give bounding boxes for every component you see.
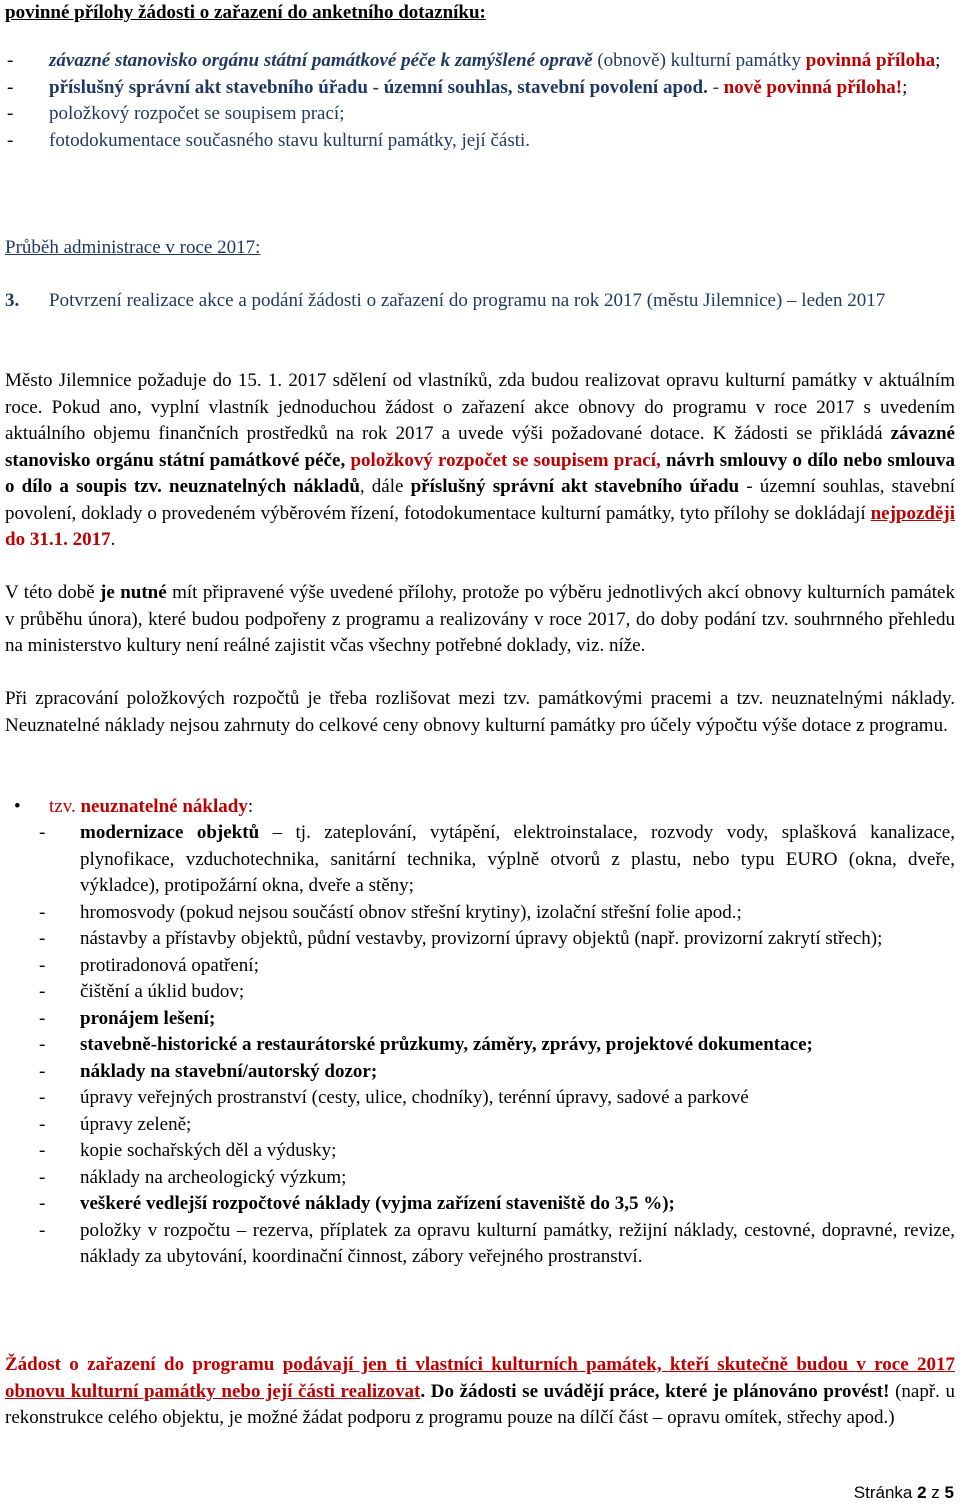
list-item: - závazné stanovisko orgánu státní památkové péče k zamýšlené opravě (obnově) kulturní památky povinná příloha; [7, 50, 941, 71]
paragraph-deadline: Město Jilemnice požaduje do 15. 1. 2017 sdělení od vlastníků, zda budou realizovat opravu kulturní památky v aktuálním roce. Pokud ano, vyplní vlastník jednoduchou žádost o zařazení akce obnovy do programu v roce 2017 s uvedením aktuálního objemu finančních prostředků na rok 2017 a uvede výši požadované dotace. K žádosti se přikládá závazné stanovisko orgánu státní památkové péče, položkový rozpočet se soupisem prací, návrh smlouvy o dílo nebo smlouva o dílo a soupis tzv. neuznatelných nákladů, dále příslušný správní akt stavebního úřadu - územní souhlas, stavební povolení, doklady o provedeném výběrovém řízení, fotodokumentace kulturní památky, tyto přílohy se dokládají nejpozději do 31.1. 2017. [5, 370, 956, 550]
paragraph-budgets: Při zpracování položkových rozpočtů je třeba rozlišovat mezi tzv. památkovými pracemi a tzv. neuznatelnými náklady. Neuznatelné náklady nejsou zahrnuty do celkové ceny obnovy kulturní památky pro účely výpočtu výše dotace z programu. [5, 688, 955, 736]
non-eligible-costs-list [5, 820, 955, 1271]
list-item: - čištění a úklid budov; [39, 981, 245, 1002]
section-number: 3. [5, 290, 20, 311]
list-item: - pronájem lešení; [39, 1007, 216, 1029]
paragraph-final: Žádost o zařazení do programu podávají jen ti vlastníci kulturních památek, kteří skutečně budou v roce 2017 obnovu kulturní památky nebo její části realizovat. Do žádosti se uvádějí práce, které je plánováno provést! (např. u rekonstrukce celého objektu, je možné žádat podporu z programu pouze na dílčí část – opravu omítek, střechy apod.) [5, 1354, 956, 1428]
list-item: - protiradonová opatření; [39, 954, 259, 976]
section-title: Potvrzení realizace akce a podání žádosti o zařazení do programu na rok 2017 (městu Jilemnice) – leden 2017 [49, 290, 886, 311]
section-3 [5, 288, 955, 315]
list-item: - modernizace objektů – tj. zateplování, vytápění, elektroinstalace, rozvody vody, splašková kanalizace, plynofikace, vzduchotechnika, sanitární technika, výplně otvorů z plastu, nebo typu EURO (okna, dveře, výkladce), protipožární okna, dveře a stěny; [39, 822, 955, 896]
list-item: - fotodokumentace současného stavu kulturní památky, její části. [7, 129, 531, 151]
list-item: - kopie sochařských děl a výdusky; [39, 1140, 337, 1161]
paragraph-preparation: V této době je nutné mít připravené výše uvedené přílohy, protože po výběru jednotlivých akcí obnovy kulturních památek v průběhu února), které budou podpořeny z programu a realizovány v roce 2017, do doby podání tzv. souhrnného přehledu na ministerstvo kultury není reálné zajistit včas všechny potřebné doklady, viz. níže. [5, 582, 955, 656]
administration-heading-text: Průběh administrace v roce 2017: [5, 237, 261, 258]
list-item: - příslušný správní akt stavebního úřadu - územní souhlas, stavební povolení apod. - nově povinná příloha!; [7, 76, 908, 98]
list-item: - náklady na stavební/autorský dozor; [39, 1060, 378, 1082]
attachments-heading [5, 0, 955, 27]
list-item: - úpravy zeleně; [39, 1113, 192, 1135]
list-item: - stavebně-historické a restaurátorské průzkumy, záměry, zprávy, projektové dokumentace; [39, 1034, 813, 1055]
list-item: - veškeré vedlejší rozpočtové náklady (vyjma zařízení staveniště do 3,5 %); [39, 1193, 675, 1214]
page-number: Stránka 2 z 5 [853, 1483, 954, 1502]
list-item: - položky v rozpočtu – rezerva, příplatek za opravu kulturní památky, režijní náklady, cestovné, dopravné, revize, náklady za ubytování, koordinační činnost, zábory veřejného prostranství. [39, 1219, 955, 1267]
administration-heading [5, 235, 955, 262]
attachments-list [5, 48, 955, 154]
attachments-heading-text: povinné přílohy žádosti o zařazení do anketního dotazníku: [5, 2, 486, 23]
non-eligible-costs-bullet: • tzv. neuznatelné náklady: [5, 794, 955, 821]
list-item: - položkový rozpočet se soupisem prací; [7, 103, 345, 124]
bullet-icon: • [14, 796, 21, 817]
list-item: - úpravy veřejných prostranství (cesty, ulice, chodníky), terénní úpravy, sadové a parkové [39, 1087, 749, 1108]
list-item: - nástavby a přístavby objektů, půdní vestavby, provizorní úpravy objektů (např. provizorní zakrytí střech); [39, 928, 883, 949]
list-item: - náklady na archeologický výzkum; [39, 1166, 347, 1188]
list-item: - hromosvody (pokud nejsou součástí obnov střešní krytiny), izolační střešní folie apod.; [39, 901, 742, 923]
